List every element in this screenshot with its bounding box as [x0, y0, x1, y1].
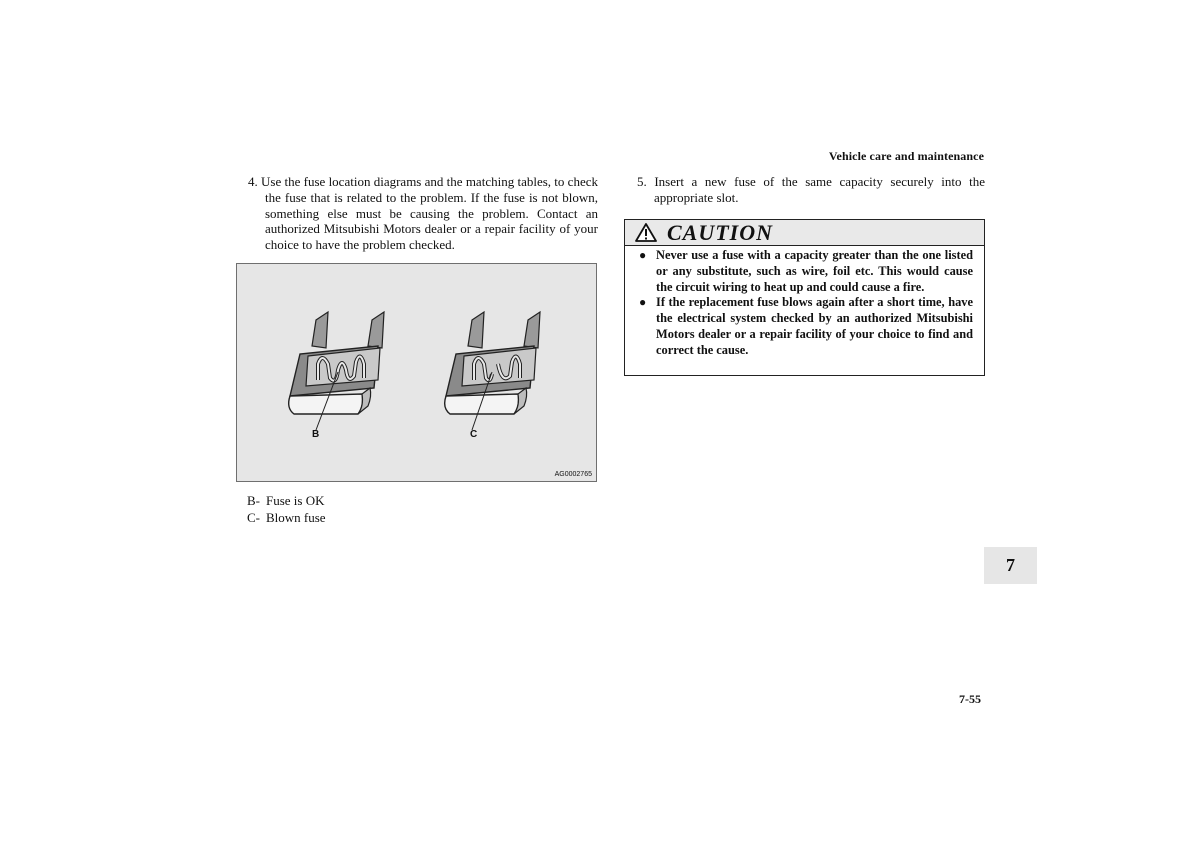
bullet: ● — [639, 295, 647, 310]
caution-item-text: Never use a fuse with a capacity greater than the one listed or any substitute, such as wire, foil etc. This would cause the circuit wiring to heat up and could cause a fire. — [656, 248, 973, 294]
legend-text: Fuse is OK — [266, 493, 325, 508]
caution-header — [625, 220, 984, 246]
right-column — [637, 174, 985, 206]
caution-title: CAUTION — [667, 219, 774, 245]
fuse-blown-icon — [445, 312, 540, 430]
legend-text: Blown fuse — [266, 510, 326, 525]
caution-item-text: If the replacement fuse blows again after a short time, have the electrical system checked by an authorized Mitsubishi Motors dealer or a repair facility of your choice to find and correct the cause. — [656, 295, 973, 357]
caution-body — [625, 246, 984, 359]
left-column — [248, 174, 598, 253]
caution-box — [624, 219, 985, 376]
chapter-tab: 7 — [984, 547, 1037, 584]
fuse-illustration — [236, 263, 597, 482]
page-number: 7-55 — [959, 692, 981, 706]
legend-key: B- — [247, 493, 260, 508]
step-4-text: 4. Use the fuse location diagrams and the matching tables, to check the fuse that is related to the problem. If the fuse is not blown, something else must be causing the problem. Contact an authorized Mitsubishi Motors dealer or a repair facility of your choice to have the problem checked. — [248, 174, 598, 253]
label-b: B — [312, 429, 320, 440]
legend-item-c — [247, 509, 326, 526]
legend-item-b — [247, 492, 326, 509]
bullet: ● — [639, 248, 647, 262]
caution-item — [639, 248, 973, 295]
step-5-text: 5. Insert a new fuse of the same capacity securely into the appropriate slot. — [637, 174, 985, 205]
legend-key: C- — [247, 510, 260, 525]
warning-triangle-icon — [635, 223, 657, 242]
fuse-drawing — [237, 264, 596, 481]
figure-legend — [247, 492, 326, 526]
figure-code: AG0002765 — [554, 471, 592, 478]
running-header: Vehicle care and maintenance — [828, 149, 984, 163]
fuse-ok-icon — [289, 312, 384, 430]
caution-item — [639, 295, 973, 358]
label-c: C — [470, 429, 478, 440]
